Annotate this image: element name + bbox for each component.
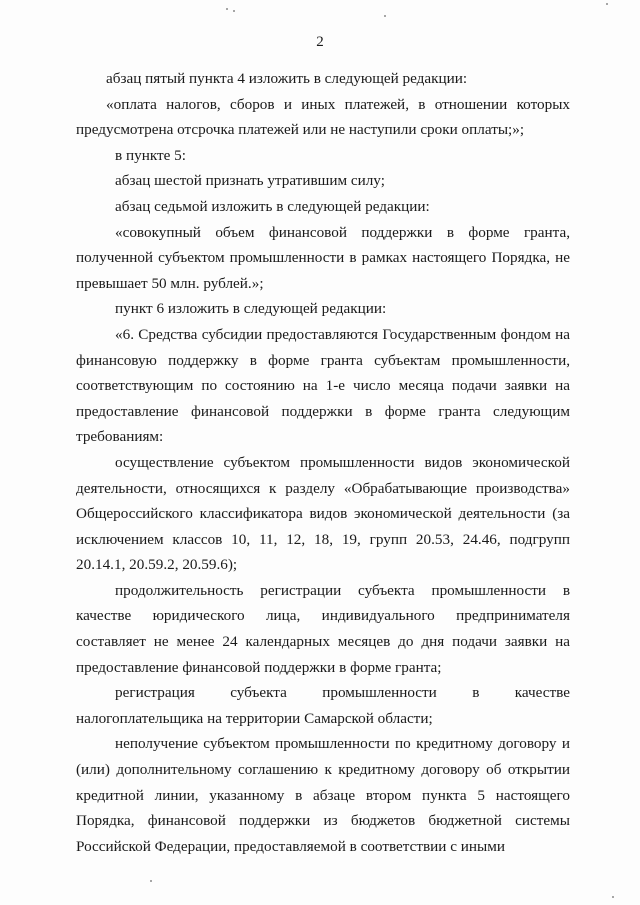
paragraph-4: абзац шестой признать утратившим силу; <box>115 172 385 190</box>
document-body <box>76 66 570 859</box>
paragraph-10: продолжительность регистрации субъекта промышленности в качестве юридического лица, индивидуального предпринимателя составляет не менее 24 календарных месяцев до дня подачи заявки на предоставление финансовой поддержки в форме гранта; <box>76 581 570 676</box>
paragraph-9: осуществление субъектом промышленности видов экономической деятельности, относящихся к разделу «Обрабатывающие производства» Общероссийского классификатора видов экономической деятельности (за исключением классов 10, 11, 12, 18, 19, групп 20.53, 24.46, подгрупп 20.14.1, 20.59.2, 20.59.6); <box>76 453 570 574</box>
paragraph-5: абзац седьмой изложить в следующей редакции: <box>115 197 430 215</box>
paragraph-12: неполучение субъектом промышленности по кредитному договору и (или) дополнительному соглашению к кредитному договору об открытии кредитной линии, указанному в абзаце втором пункта 5 настоящего Порядка, финансовой поддержки из бюджетов бюджетной системы Российской Федерации, предоставляемой в соответствии с иными <box>76 735 570 855</box>
paragraph-2: «оплата налогов, сборов и иных платежей, в отношении которых предусмотрена отсрочка платежей или не наступили сроки оплаты;»; <box>76 95 570 139</box>
page-number: 2 <box>316 34 324 50</box>
paragraph-7: пункт 6 изложить в следующей редакции: <box>115 300 387 318</box>
paragraph-3: в пункте 5: <box>115 146 186 164</box>
paragraph-8: «6. Средства субсидии предоставляются Государственным фондом на финансовую поддержку в форме гранта субъектам промышленности, соответствующим по состоянию на 1-е число месяца подачи заявки на предоставление финансовой поддержки в форме гранта следующим требованиям: <box>76 325 570 446</box>
paragraph-6: «совокупный объем финансовой поддержки в форме гранта, полученной субъектом промышленности в рамках настоящего Порядка, не превышает 50 млн. рублей.»; <box>76 223 570 292</box>
paragraph-1: абзац пятый пункта 4 изложить в следующей редакции: <box>106 70 468 87</box>
paragraph-11: регистрация субъекта промышленности в качестве налогоплательщика на территории Самарской области; <box>76 684 570 727</box>
